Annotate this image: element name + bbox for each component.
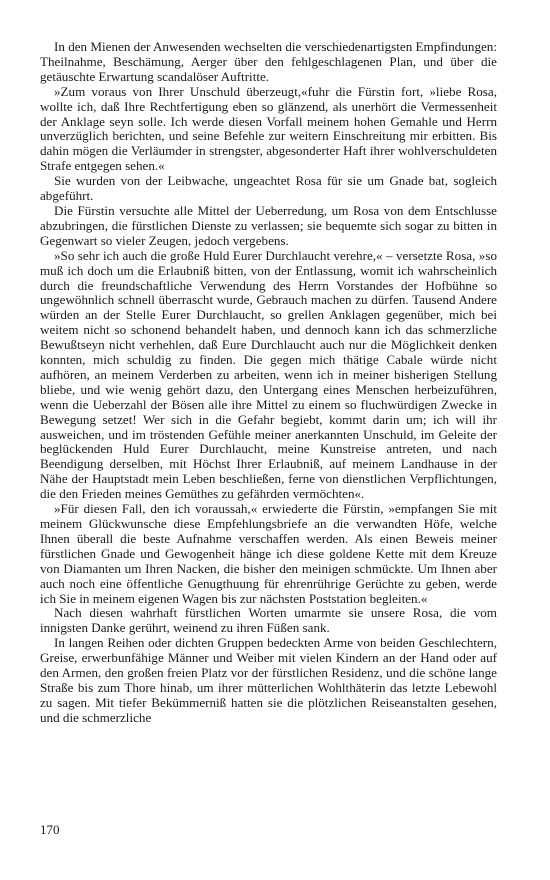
paragraph-6: »Für diesen Fall, den ich voraussah,« erwiederte die Fürstin, »empfangen Sie mit meinem Glückwunsche diese Empfehlungsbriefe an die verwandten Höfe, welche Ihnen überall die beste Aufnahme verschaffen werden. Als einen Beweis meiner fürstlichen Gnade und Gewogenheit hänge ich diese goldene Kette mit dem Kreuze von Diamanten um Ihren Nacken, die bisher den meinigen schmückte. Um Ihnen aber auch noch eine öffentliche Genugthuung für ehrenrührige Gerüchte zu geben, werde ich Sie in meinem eigenen Wagen bis zur nächsten Poststation begleiten.« (40, 501, 497, 606)
paragraph-2: »Zum voraus von Ihrer Unschuld überzeugt,«fuhr die Fürstin fort, »liebe Rosa, wollte ich, daß Ihre Rechtfertigung eben so glänzend, als unerhört die Vermessenheit der Anklage seyn solle. Ich werde diesen Vorfall meinem hohen Gemahle und Herrn unverzüglich berichten, und seine Befehle zur weitern Einschreitung mir erbitten. Bis dahin mögen die Verläumder in strengster, abgesonderter Haft ihrer wohlverschuldeten Strafe entgegen sehen.« (40, 83, 497, 174)
paragraph-7: Nach diesen wahrhaft fürstlichen Worten umarmte sie unsere Rosa, die vom innigsten Danke gerührt, weinend zu ihren Füßen sank. (40, 605, 497, 636)
paragraph-1: In den Mienen der Anwesenden wechselten die verschiedenartigsten Empfindungen: Theilnahme, Beschämung, Aerger über den fehlgeschlagenen Plan, und über die getäuschte Erwartung scandalöser Auftritte. (40, 39, 497, 84)
paragraph-5: »So sehr ich auch die große Huld Eurer Durchlaucht verehre,« – versetzte Rosa, »so muß ich doch um die Erlaubniß bitten, von der Entlassung, womit ich wahrscheinlich durch die freundschaftliche Verwendung des Herrn Vorstandes der Hofbühne so ungewöhnlich schnell überrascht wurde, Gebrauch machen zu dürfen. Tausend Andere würden an der Stelle Eurer Durchlaucht, so grellen Anklagen gegenüber, mich bei weitem nicht so schonend behandelt haben, und dennoch kann ich das schmerzliche Bewußtseyn nicht verhehlen, daß Eure Durchlaucht auch nur die Möglichkeit denken konnten, mich schuldig zu finden. Die gegen mich thätige Cabale würde nicht aufhören, an meinem Verderben zu arbeiten, wenn ich in meiner bisherigen Stellung bliebe, und wie wenig gehört dazu, den Untergang eines Menschen herbeizuführen, wenn die Ueberzahl der Bösen alle ihre Mittel zu einem so fluchwürdigen Zwecke in Bewegung setzet! Wer sich in die Gefahr begiebt, kommt darin um; ich will ihr ausweichen, und im tröstenden Gefühle meiner anerkannten Unschuld, im Geleite der beglückenden Huld Eurer Durchlaucht, meine Kunstreise antreten, und nach Beendigung derselben, mit Höchst Ihrer Erlaubniß, auf meinem Landhause in der Nähe der Hauptstadt mein Leben beschließen, ferne von dienstlichen Verpflichtungen, die den Frieden meines Gemüthes zu gefährden vermöchten«. (40, 247, 497, 502)
paragraph-3: Sie wurden von der Leibwache, ungeachtet Rosa für sie um Gnade bat, sogleich abgeführt. (40, 173, 497, 204)
page-number: 170 (40, 822, 60, 837)
paragraph-4: Die Fürstin versuchte alle Mittel der Ueberredung, um Rosa von dem Entschlusse abzubringen, die fürstlichen Dienste zu verlassen; sie bequemte sich sogar zu bitten in Gegenwart so vieler Zeugen, jedoch vergebens. (40, 202, 497, 248)
paragraph-8: In langen Reihen oder dichten Gruppen bedeckten Arme von beiden Geschlechtern, Greise, erwerbunfähige Männer und Weiber mit vielen Kindern an der Hand oder auf den Armen, den großen freien Platz vor der fürstlichen Residenz, und die schöne lange Straße bis zum Thore hinab, um ihrer mütterlichen Wohlthäterin das letzte Lebewohl zu sagen. Mit tiefer Bekümmerniß hatten sie die plötzlichen Reiseanstalten gesehen, und die schmerzliche (40, 635, 497, 725)
body-text (40, 40, 497, 726)
